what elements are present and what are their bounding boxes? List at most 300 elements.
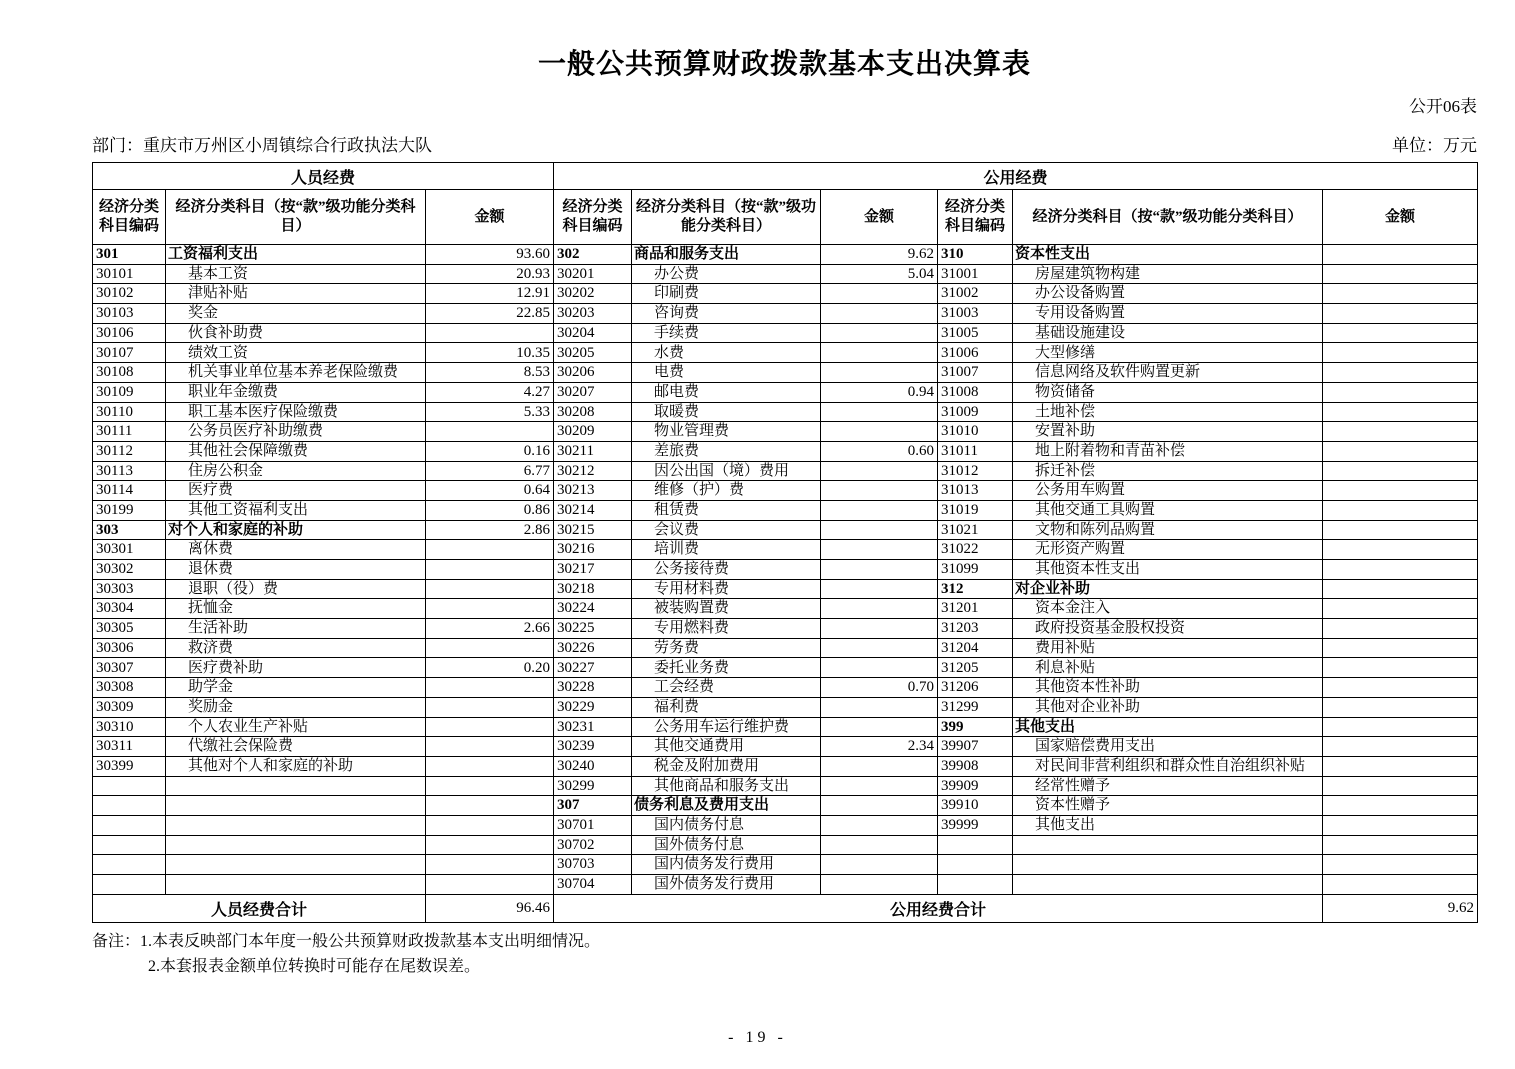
subject-cell: 专用燃料费 <box>632 619 821 639</box>
table-row <box>93 304 1478 324</box>
amount-cell <box>1323 500 1478 520</box>
code-cell: 30228 <box>554 678 632 698</box>
code-cell: 30112 <box>93 441 166 461</box>
subject-cell: 其他支出 <box>1013 717 1323 737</box>
amount-cell <box>1323 697 1478 717</box>
subject-cell <box>166 776 426 796</box>
group-header-personnel: 人员经费 <box>93 163 554 190</box>
amount-cell <box>821 402 938 422</box>
code-cell: 30224 <box>554 599 632 619</box>
amount-cell <box>1323 796 1478 816</box>
table-row <box>93 875 1478 895</box>
amount-cell <box>1323 245 1478 265</box>
amount-cell <box>821 599 938 619</box>
subject-cell: 生活补助 <box>166 619 426 639</box>
table-row <box>93 323 1478 343</box>
code-cell: 30204 <box>554 323 632 343</box>
amount-cell <box>821 697 938 717</box>
amount-cell <box>821 343 938 363</box>
subject-cell: 其他对个人和家庭的补助 <box>166 756 426 776</box>
amount-cell <box>821 875 938 895</box>
subject-cell: 公务用车购置 <box>1013 481 1323 501</box>
code-cell: 30229 <box>554 697 632 717</box>
amount-cell <box>1323 382 1478 402</box>
subject-cell: 对个人和家庭的补助 <box>166 520 426 540</box>
table-row <box>93 284 1478 304</box>
amount-cell <box>1323 737 1478 757</box>
subject-cell: 邮电费 <box>632 382 821 402</box>
subject-cell: 专用设备购置 <box>1013 304 1323 324</box>
amount-cell <box>821 855 938 875</box>
code-cell: 31204 <box>938 638 1013 658</box>
amount-cell <box>426 638 554 658</box>
amount-cell <box>426 323 554 343</box>
subject-cell <box>166 855 426 875</box>
amount-cell <box>1323 638 1478 658</box>
code-cell: 30217 <box>554 560 632 580</box>
subject-cell: 费用补贴 <box>1013 638 1323 658</box>
code-cell: 310 <box>938 245 1013 265</box>
table-row <box>93 500 1478 520</box>
subject-cell: 奖励金 <box>166 697 426 717</box>
code-cell: 301 <box>93 245 166 265</box>
amount-cell <box>1323 855 1478 875</box>
amount-cell <box>1323 815 1478 835</box>
amount-cell: 5.04 <box>821 264 938 284</box>
table-row <box>93 560 1478 580</box>
amount-cell <box>426 796 554 816</box>
subject-cell: 工会经费 <box>632 678 821 698</box>
amount-cell <box>821 481 938 501</box>
code-cell: 31299 <box>938 697 1013 717</box>
code-cell: 31021 <box>938 520 1013 540</box>
subject-cell: 租赁费 <box>632 500 821 520</box>
table-row <box>93 264 1478 284</box>
subject-cell: 电费 <box>632 363 821 383</box>
amount-cell <box>821 835 938 855</box>
amount-cell <box>426 835 554 855</box>
code-cell: 30212 <box>554 461 632 481</box>
subject-cell: 安置补助 <box>1013 422 1323 442</box>
code-cell: 30227 <box>554 658 632 678</box>
amount-cell <box>1323 422 1478 442</box>
subject-cell: 其他工资福利支出 <box>166 500 426 520</box>
amount-cell <box>426 599 554 619</box>
amount-cell: 0.20 <box>426 658 554 678</box>
amount-cell <box>1323 304 1478 324</box>
subject-cell: 税金及附加费用 <box>632 756 821 776</box>
amount-cell: 10.35 <box>426 343 554 363</box>
table-row <box>93 245 1478 265</box>
amount-cell <box>821 638 938 658</box>
code-cell: 30240 <box>554 756 632 776</box>
table-row <box>93 343 1478 363</box>
amount-cell <box>426 697 554 717</box>
code-cell: 30109 <box>93 382 166 402</box>
subject-cell: 医疗费 <box>166 481 426 501</box>
public-total-label: 公用经费合计 <box>554 894 1323 922</box>
subject-cell: 抚恤金 <box>166 599 426 619</box>
subject-cell: 机关事业单位基本养老保险缴费 <box>166 363 426 383</box>
subject-cell: 离休费 <box>166 540 426 560</box>
subject-cell: 助学金 <box>166 678 426 698</box>
amount-cell <box>1323 875 1478 895</box>
group-header-public: 公用经费 <box>554 163 1478 190</box>
table-row <box>93 796 1478 816</box>
amount-cell <box>426 678 554 698</box>
table-row <box>93 835 1478 855</box>
code-cell: 31013 <box>938 481 1013 501</box>
subject-cell: 职工基本医疗保险缴费 <box>166 402 426 422</box>
totals-row <box>93 894 1478 922</box>
code-cell: 30226 <box>554 638 632 658</box>
amount-cell <box>426 776 554 796</box>
amount-cell <box>1323 835 1478 855</box>
code-cell <box>93 875 166 895</box>
subject-cell: 伙食补助费 <box>166 323 426 343</box>
code-cell <box>938 855 1013 875</box>
amount-cell <box>821 579 938 599</box>
subject-cell: 印刷费 <box>632 284 821 304</box>
amount-cell <box>1323 579 1478 599</box>
subject-cell: 债务利息及费用支出 <box>632 796 821 816</box>
subject-cell: 退职（役）费 <box>166 579 426 599</box>
subject-cell: 国外债务付息 <box>632 835 821 855</box>
subject-cell: 津贴补贴 <box>166 284 426 304</box>
amount-cell <box>426 815 554 835</box>
amount-cell <box>821 520 938 540</box>
code-cell: 31012 <box>938 461 1013 481</box>
amount-cell: 20.93 <box>426 264 554 284</box>
department-label: 部门：重庆市万州区小周镇综合行政执法大队 <box>92 136 432 155</box>
subject-cell: 其他支出 <box>1013 815 1323 835</box>
code-cell <box>93 815 166 835</box>
table-row <box>93 481 1478 501</box>
code-cell <box>938 875 1013 895</box>
col-header-amount-1: 金额 <box>426 190 554 245</box>
table-row <box>93 363 1478 383</box>
col-header-subject-1: 经济分类科目（按“款”级功能分类科目） <box>166 190 426 245</box>
amount-cell: 0.60 <box>821 441 938 461</box>
amount-cell: 0.64 <box>426 481 554 501</box>
code-cell: 30110 <box>93 402 166 422</box>
subject-cell: 政府投资基金股权投资 <box>1013 619 1323 639</box>
subject-cell: 因公出国（境）费用 <box>632 461 821 481</box>
code-cell: 31002 <box>938 284 1013 304</box>
subject-cell: 救济费 <box>166 638 426 658</box>
subject-cell: 其他商品和服务支出 <box>632 776 821 796</box>
subject-cell: 取暖费 <box>632 402 821 422</box>
table-row <box>93 717 1478 737</box>
amount-cell: 0.70 <box>821 678 938 698</box>
subject-cell: 基本工资 <box>166 264 426 284</box>
subject-cell: 国内债务发行费用 <box>632 855 821 875</box>
subject-cell: 公务用车运行维护费 <box>632 717 821 737</box>
subject-cell: 劳务费 <box>632 638 821 658</box>
code-cell: 30108 <box>93 363 166 383</box>
subject-cell: 其他交通工具购置 <box>1013 500 1323 520</box>
subject-cell: 会议费 <box>632 520 821 540</box>
amount-cell <box>821 815 938 835</box>
code-cell: 30215 <box>554 520 632 540</box>
amount-cell <box>1323 520 1478 540</box>
subject-cell: 信息网络及软件购置更新 <box>1013 363 1323 383</box>
code-cell: 30206 <box>554 363 632 383</box>
amount-cell: 2.86 <box>426 520 554 540</box>
code-cell: 302 <box>554 245 632 265</box>
subject-cell: 办公设备购置 <box>1013 284 1323 304</box>
amount-cell <box>426 717 554 737</box>
code-cell: 31007 <box>938 363 1013 383</box>
subject-cell: 工资福利支出 <box>166 245 426 265</box>
subject-cell: 其他交通费用 <box>632 737 821 757</box>
amount-cell <box>821 363 938 383</box>
amount-cell <box>1323 363 1478 383</box>
code-cell: 30701 <box>554 815 632 835</box>
col-header-code-1: 经济分类科目编码 <box>93 190 166 245</box>
amount-cell <box>1323 481 1478 501</box>
subject-cell: 维修（护）费 <box>632 481 821 501</box>
code-cell: 30703 <box>554 855 632 875</box>
code-cell: 30704 <box>554 875 632 895</box>
subject-cell: 国内债务付息 <box>632 815 821 835</box>
code-cell: 31022 <box>938 540 1013 560</box>
table-row <box>93 855 1478 875</box>
amount-cell <box>1323 441 1478 461</box>
page-number: - 19 - <box>728 1029 787 1046</box>
amount-cell <box>1323 756 1478 776</box>
subject-cell <box>166 875 426 895</box>
subject-cell: 资本性支出 <box>1013 245 1323 265</box>
subject-cell <box>1013 855 1323 875</box>
subject-cell: 差旅费 <box>632 441 821 461</box>
amount-cell <box>1323 717 1478 737</box>
page-title: 一般公共预算财政拨款基本支出决算表 <box>537 49 1031 80</box>
subject-cell: 文物和陈列品购置 <box>1013 520 1323 540</box>
code-cell: 30305 <box>93 619 166 639</box>
amount-cell <box>1323 323 1478 343</box>
amount-cell <box>1323 461 1478 481</box>
amount-cell <box>1323 619 1478 639</box>
unit-label: 单位：万元 <box>1392 136 1477 155</box>
code-cell <box>93 776 166 796</box>
subject-cell: 奖金 <box>166 304 426 324</box>
subject-cell: 对企业补助 <box>1013 579 1323 599</box>
col-header-subject-2: 经济分类科目（按“款”级功能分类科目） <box>632 190 821 245</box>
code-cell: 30113 <box>93 461 166 481</box>
amount-cell <box>426 579 554 599</box>
code-cell: 30231 <box>554 717 632 737</box>
amount-cell <box>1323 658 1478 678</box>
amount-cell: 0.94 <box>821 382 938 402</box>
code-cell: 30214 <box>554 500 632 520</box>
subject-cell <box>1013 875 1323 895</box>
subject-cell: 其他资本性支出 <box>1013 560 1323 580</box>
table-row <box>93 756 1478 776</box>
subject-cell: 委托业务费 <box>632 658 821 678</box>
subject-cell: 代缴社会保险费 <box>166 737 426 757</box>
amount-cell <box>1323 776 1478 796</box>
code-cell: 39908 <box>938 756 1013 776</box>
subject-cell: 物业管理费 <box>632 422 821 442</box>
amount-cell <box>1323 284 1478 304</box>
amount-cell: 93.60 <box>426 245 554 265</box>
code-cell <box>93 835 166 855</box>
code-cell: 307 <box>554 796 632 816</box>
subject-cell <box>166 796 426 816</box>
subject-cell: 培训费 <box>632 540 821 560</box>
subject-cell <box>166 835 426 855</box>
subject-cell: 公务接待费 <box>632 560 821 580</box>
table-row <box>93 382 1478 402</box>
subject-cell: 大型修缮 <box>1013 343 1323 363</box>
code-cell: 399 <box>938 717 1013 737</box>
subject-cell: 专用材料费 <box>632 579 821 599</box>
subject-cell: 国家赔偿费用支出 <box>1013 737 1323 757</box>
code-cell: 30302 <box>93 560 166 580</box>
subject-cell: 公务员医疗补助缴费 <box>166 422 426 442</box>
subject-cell: 福利费 <box>632 697 821 717</box>
amount-cell <box>1323 402 1478 422</box>
subject-cell: 土地补偿 <box>1013 402 1323 422</box>
subject-cell: 办公费 <box>632 264 821 284</box>
code-cell: 30306 <box>93 638 166 658</box>
code-cell: 39907 <box>938 737 1013 757</box>
meta-row <box>92 134 1477 158</box>
table-row <box>93 402 1478 422</box>
table-row <box>93 815 1478 835</box>
code-cell: 30106 <box>93 323 166 343</box>
amount-cell <box>821 304 938 324</box>
subject-cell: 国外债务发行费用 <box>632 875 821 895</box>
table-row <box>93 461 1478 481</box>
amount-cell <box>1323 560 1478 580</box>
amount-cell: 4.27 <box>426 382 554 402</box>
amount-cell <box>821 560 938 580</box>
subject-cell: 手续费 <box>632 323 821 343</box>
column-header-row <box>93 190 1478 245</box>
table-code-label: 公开06表 <box>1409 97 1477 116</box>
code-cell: 31205 <box>938 658 1013 678</box>
amount-cell <box>426 560 554 580</box>
amount-cell: 0.16 <box>426 441 554 461</box>
subject-cell: 个人农业生产补贴 <box>166 717 426 737</box>
code-cell: 30199 <box>93 500 166 520</box>
code-cell: 39999 <box>938 815 1013 835</box>
code-cell: 30101 <box>93 264 166 284</box>
table-row <box>93 441 1478 461</box>
code-cell: 30308 <box>93 678 166 698</box>
code-cell: 30309 <box>93 697 166 717</box>
amount-cell <box>1323 264 1478 284</box>
amount-cell <box>821 284 938 304</box>
amount-cell <box>821 619 938 639</box>
note-line-2: 2.本套报表金额单位转换时可能存在尾数误差。 <box>148 957 481 975</box>
subject-cell: 职业年金缴费 <box>166 382 426 402</box>
code-cell: 31011 <box>938 441 1013 461</box>
code-cell: 31203 <box>938 619 1013 639</box>
amount-cell: 9.62 <box>821 245 938 265</box>
amount-cell <box>426 855 554 875</box>
code-cell: 30225 <box>554 619 632 639</box>
table-row <box>93 678 1478 698</box>
col-header-amount-3: 金额 <box>1323 190 1478 245</box>
code-cell: 30107 <box>93 343 166 363</box>
code-cell: 30114 <box>93 481 166 501</box>
code-cell: 30702 <box>554 835 632 855</box>
subject-cell: 其他社会保障缴费 <box>166 441 426 461</box>
code-cell: 31003 <box>938 304 1013 324</box>
amount-cell <box>426 756 554 776</box>
subject-cell: 退休费 <box>166 560 426 580</box>
subject-cell: 资本金注入 <box>1013 599 1323 619</box>
table-row <box>93 697 1478 717</box>
amount-cell <box>821 422 938 442</box>
code-cell: 31019 <box>938 500 1013 520</box>
table-row <box>93 776 1478 796</box>
code-cell: 31008 <box>938 382 1013 402</box>
subject-cell: 其他对企业补助 <box>1013 697 1323 717</box>
amount-cell <box>821 756 938 776</box>
public-total-value: 9.62 <box>1323 894 1478 922</box>
code-cell: 30299 <box>554 776 632 796</box>
table-row <box>93 638 1478 658</box>
subject-cell <box>1013 835 1323 855</box>
table-row <box>93 658 1478 678</box>
amount-cell: 8.53 <box>426 363 554 383</box>
amount-cell <box>821 500 938 520</box>
amount-cell <box>1323 599 1478 619</box>
amount-cell <box>426 875 554 895</box>
code-cell: 30201 <box>554 264 632 284</box>
amount-cell <box>1323 678 1478 698</box>
budget-table <box>92 162 1478 923</box>
code-cell: 39909 <box>938 776 1013 796</box>
amount-cell <box>1323 343 1478 363</box>
table-row <box>93 579 1478 599</box>
code-cell: 30209 <box>554 422 632 442</box>
code-cell: 30111 <box>93 422 166 442</box>
amount-cell <box>821 323 938 343</box>
code-cell: 30311 <box>93 737 166 757</box>
amount-cell <box>821 461 938 481</box>
amount-cell <box>821 658 938 678</box>
code-cell: 31201 <box>938 599 1013 619</box>
personnel-total-label: 人员经费合计 <box>93 894 426 922</box>
code-cell: 30307 <box>93 658 166 678</box>
subject-cell: 绩效工资 <box>166 343 426 363</box>
code-cell: 31099 <box>938 560 1013 580</box>
subject-cell: 医疗费补助 <box>166 658 426 678</box>
subject-cell: 物资储备 <box>1013 382 1323 402</box>
col-header-subject-3: 经济分类科目（按“款”级功能分类科目） <box>1013 190 1323 245</box>
code-cell: 31009 <box>938 402 1013 422</box>
code-cell: 30211 <box>554 441 632 461</box>
code-cell: 30301 <box>93 540 166 560</box>
code-cell: 303 <box>93 520 166 540</box>
subject-cell: 商品和服务支出 <box>632 245 821 265</box>
code-cell: 30205 <box>554 343 632 363</box>
code-cell: 30310 <box>93 717 166 737</box>
code-cell: 39910 <box>938 796 1013 816</box>
subject-cell: 其他资本性补助 <box>1013 678 1323 698</box>
personnel-total-value: 96.46 <box>426 894 554 922</box>
subject-cell <box>166 815 426 835</box>
code-cell: 30239 <box>554 737 632 757</box>
amount-cell: 6.77 <box>426 461 554 481</box>
col-header-amount-2: 金额 <box>821 190 938 245</box>
amount-cell: 5.33 <box>426 402 554 422</box>
